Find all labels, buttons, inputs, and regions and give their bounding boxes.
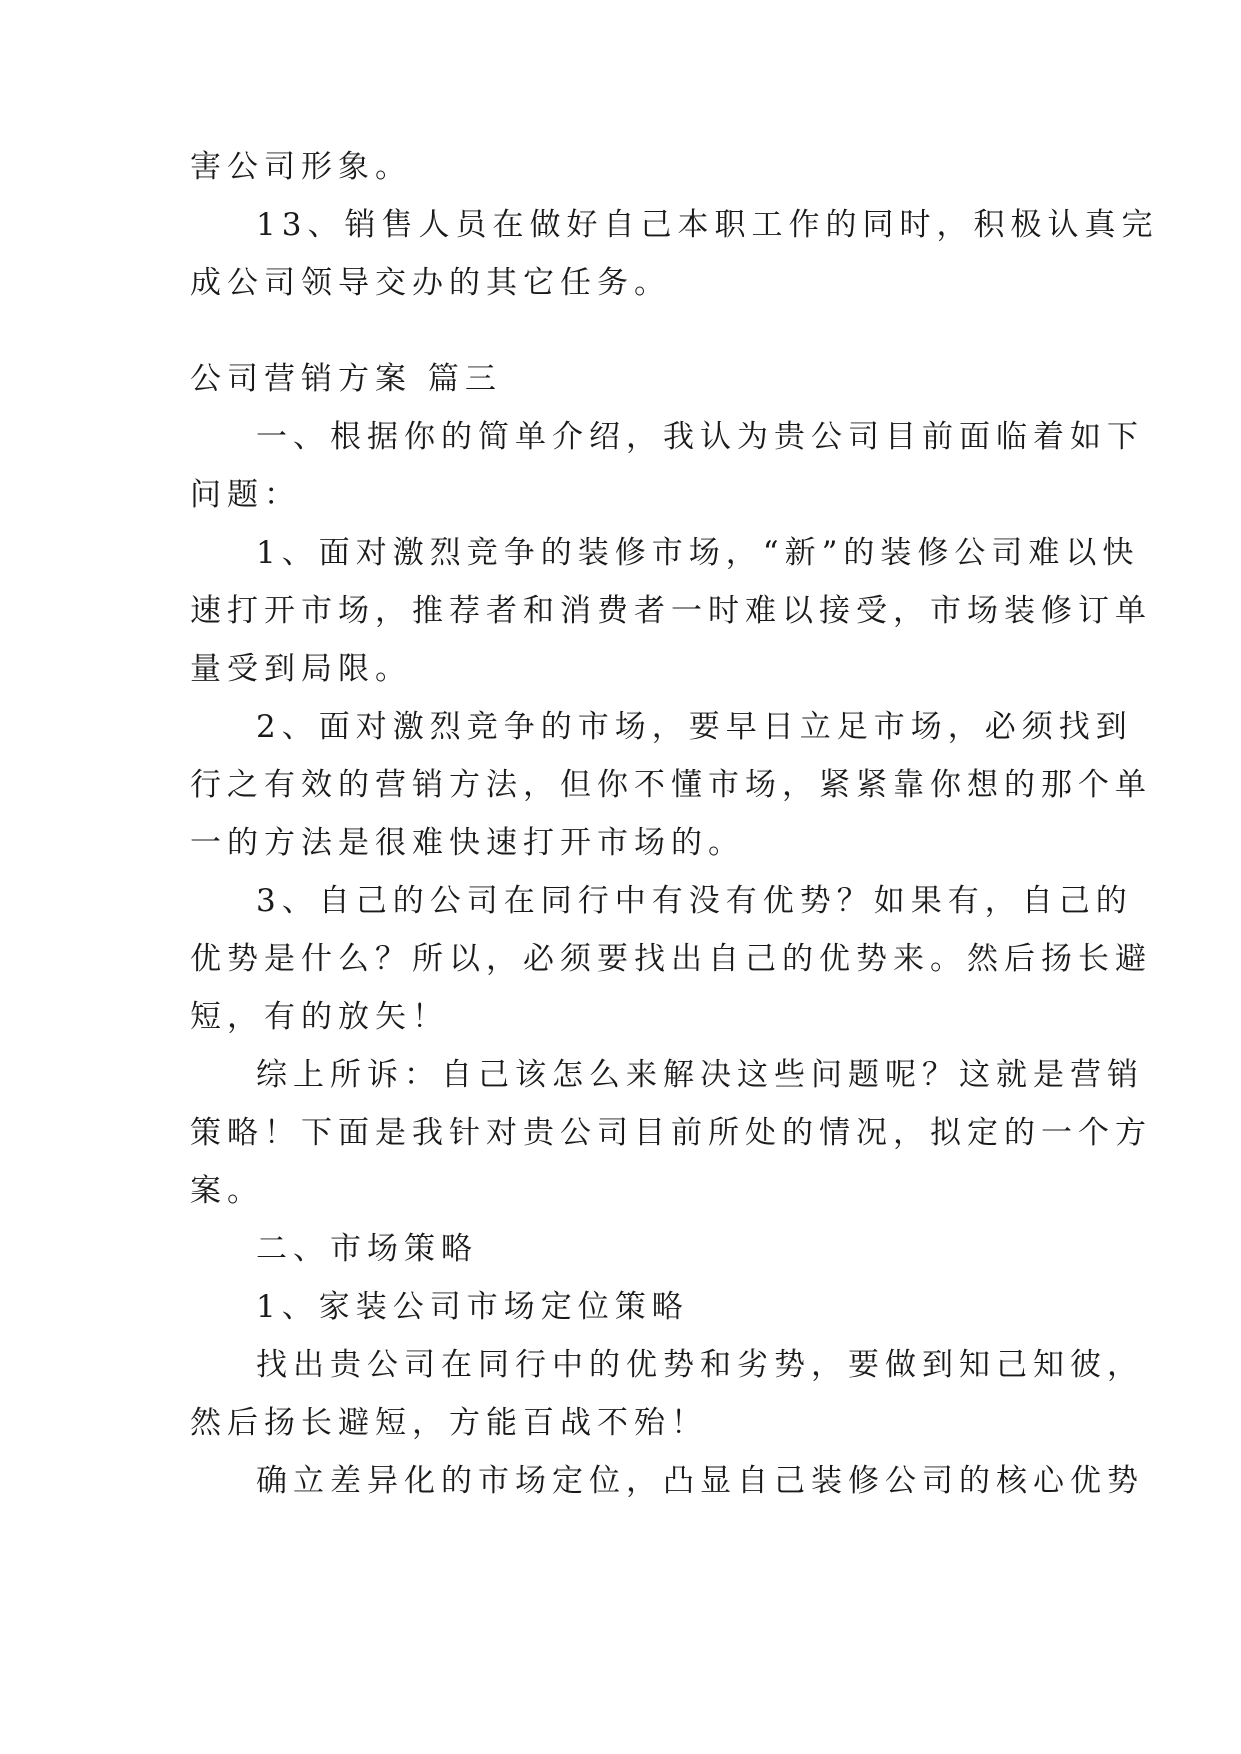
- text-line: 确立差异化的市场定位，凸显自己装修公司的核心优势: [256, 1463, 1144, 1499]
- text-line: 优势是什么？所以，必须要找出自己的优势来。然后扬长避: [190, 941, 1152, 977]
- paragraph-problem-3: [190, 872, 1152, 1046]
- text-line: 速打开市场，推荐者和消费者一时难以接受，市场装修订单: [190, 593, 1152, 629]
- text-line: 量受到局限。: [190, 651, 412, 687]
- text-line: 找出贵公司在同行中的优势和劣势，要做到知己知彼，: [256, 1347, 1144, 1383]
- subsection-title: 二、市场策略: [256, 1231, 478, 1267]
- paragraph-positioning: [190, 1452, 1144, 1510]
- text-line: 行之有效的营销方法，但你不懂市场，紧紧靠你想的那个单: [190, 767, 1152, 803]
- paragraph-item-13: [190, 196, 1159, 312]
- text-line: 13、销售人员在做好自己本职工作的同时，积极认真完: [256, 207, 1159, 243]
- text-line: 1、面对激烈竞争的装修市场，“新”的装修公司难以快: [256, 535, 1140, 571]
- text-line: 一的方法是很难快速打开市场的。: [190, 825, 745, 861]
- paragraph-summary: [190, 1046, 1152, 1220]
- text-line: 策略！下面是我针对贵公司目前所处的情况，拟定的一个方: [190, 1115, 1152, 1151]
- text-line: 问题：: [190, 477, 301, 513]
- text-line: 3、自己的公司在同行中有没有优势？如果有，自己的: [256, 883, 1133, 919]
- text-line: 案。: [190, 1173, 264, 1209]
- item-title: 1、家装公司市场定位策略: [256, 1289, 689, 1325]
- text-line: 成公司领导交办的其它任务。: [190, 265, 671, 301]
- text-line: 2、面对激烈竞争的市场，要早日立足市场，必须找到: [256, 709, 1133, 745]
- section-heading: [190, 350, 1050, 408]
- paragraph-continuation: [190, 138, 1050, 196]
- text-line: 一、根据你的简单介绍，我认为贵公司目前面临着如下: [256, 419, 1144, 455]
- text-line: 短，有的放矢！: [190, 999, 449, 1035]
- text-line: 综上所诉：自己该怎么来解决这些问题呢？这就是营销: [256, 1057, 1144, 1093]
- subsection-heading: [190, 1220, 1050, 1278]
- paragraph-problem-2: [190, 698, 1152, 872]
- paragraph-strategy: [190, 1336, 1144, 1452]
- section-title: 公司营销方案 篇三: [190, 361, 502, 397]
- subsection-item-heading: [190, 1278, 1050, 1336]
- paragraph-problem-1: [190, 524, 1152, 698]
- text-line: 然后扬长避短，方能百战不殆！: [190, 1405, 708, 1441]
- text-line: 害公司形象。: [190, 149, 412, 185]
- paragraph-intro: [190, 408, 1144, 524]
